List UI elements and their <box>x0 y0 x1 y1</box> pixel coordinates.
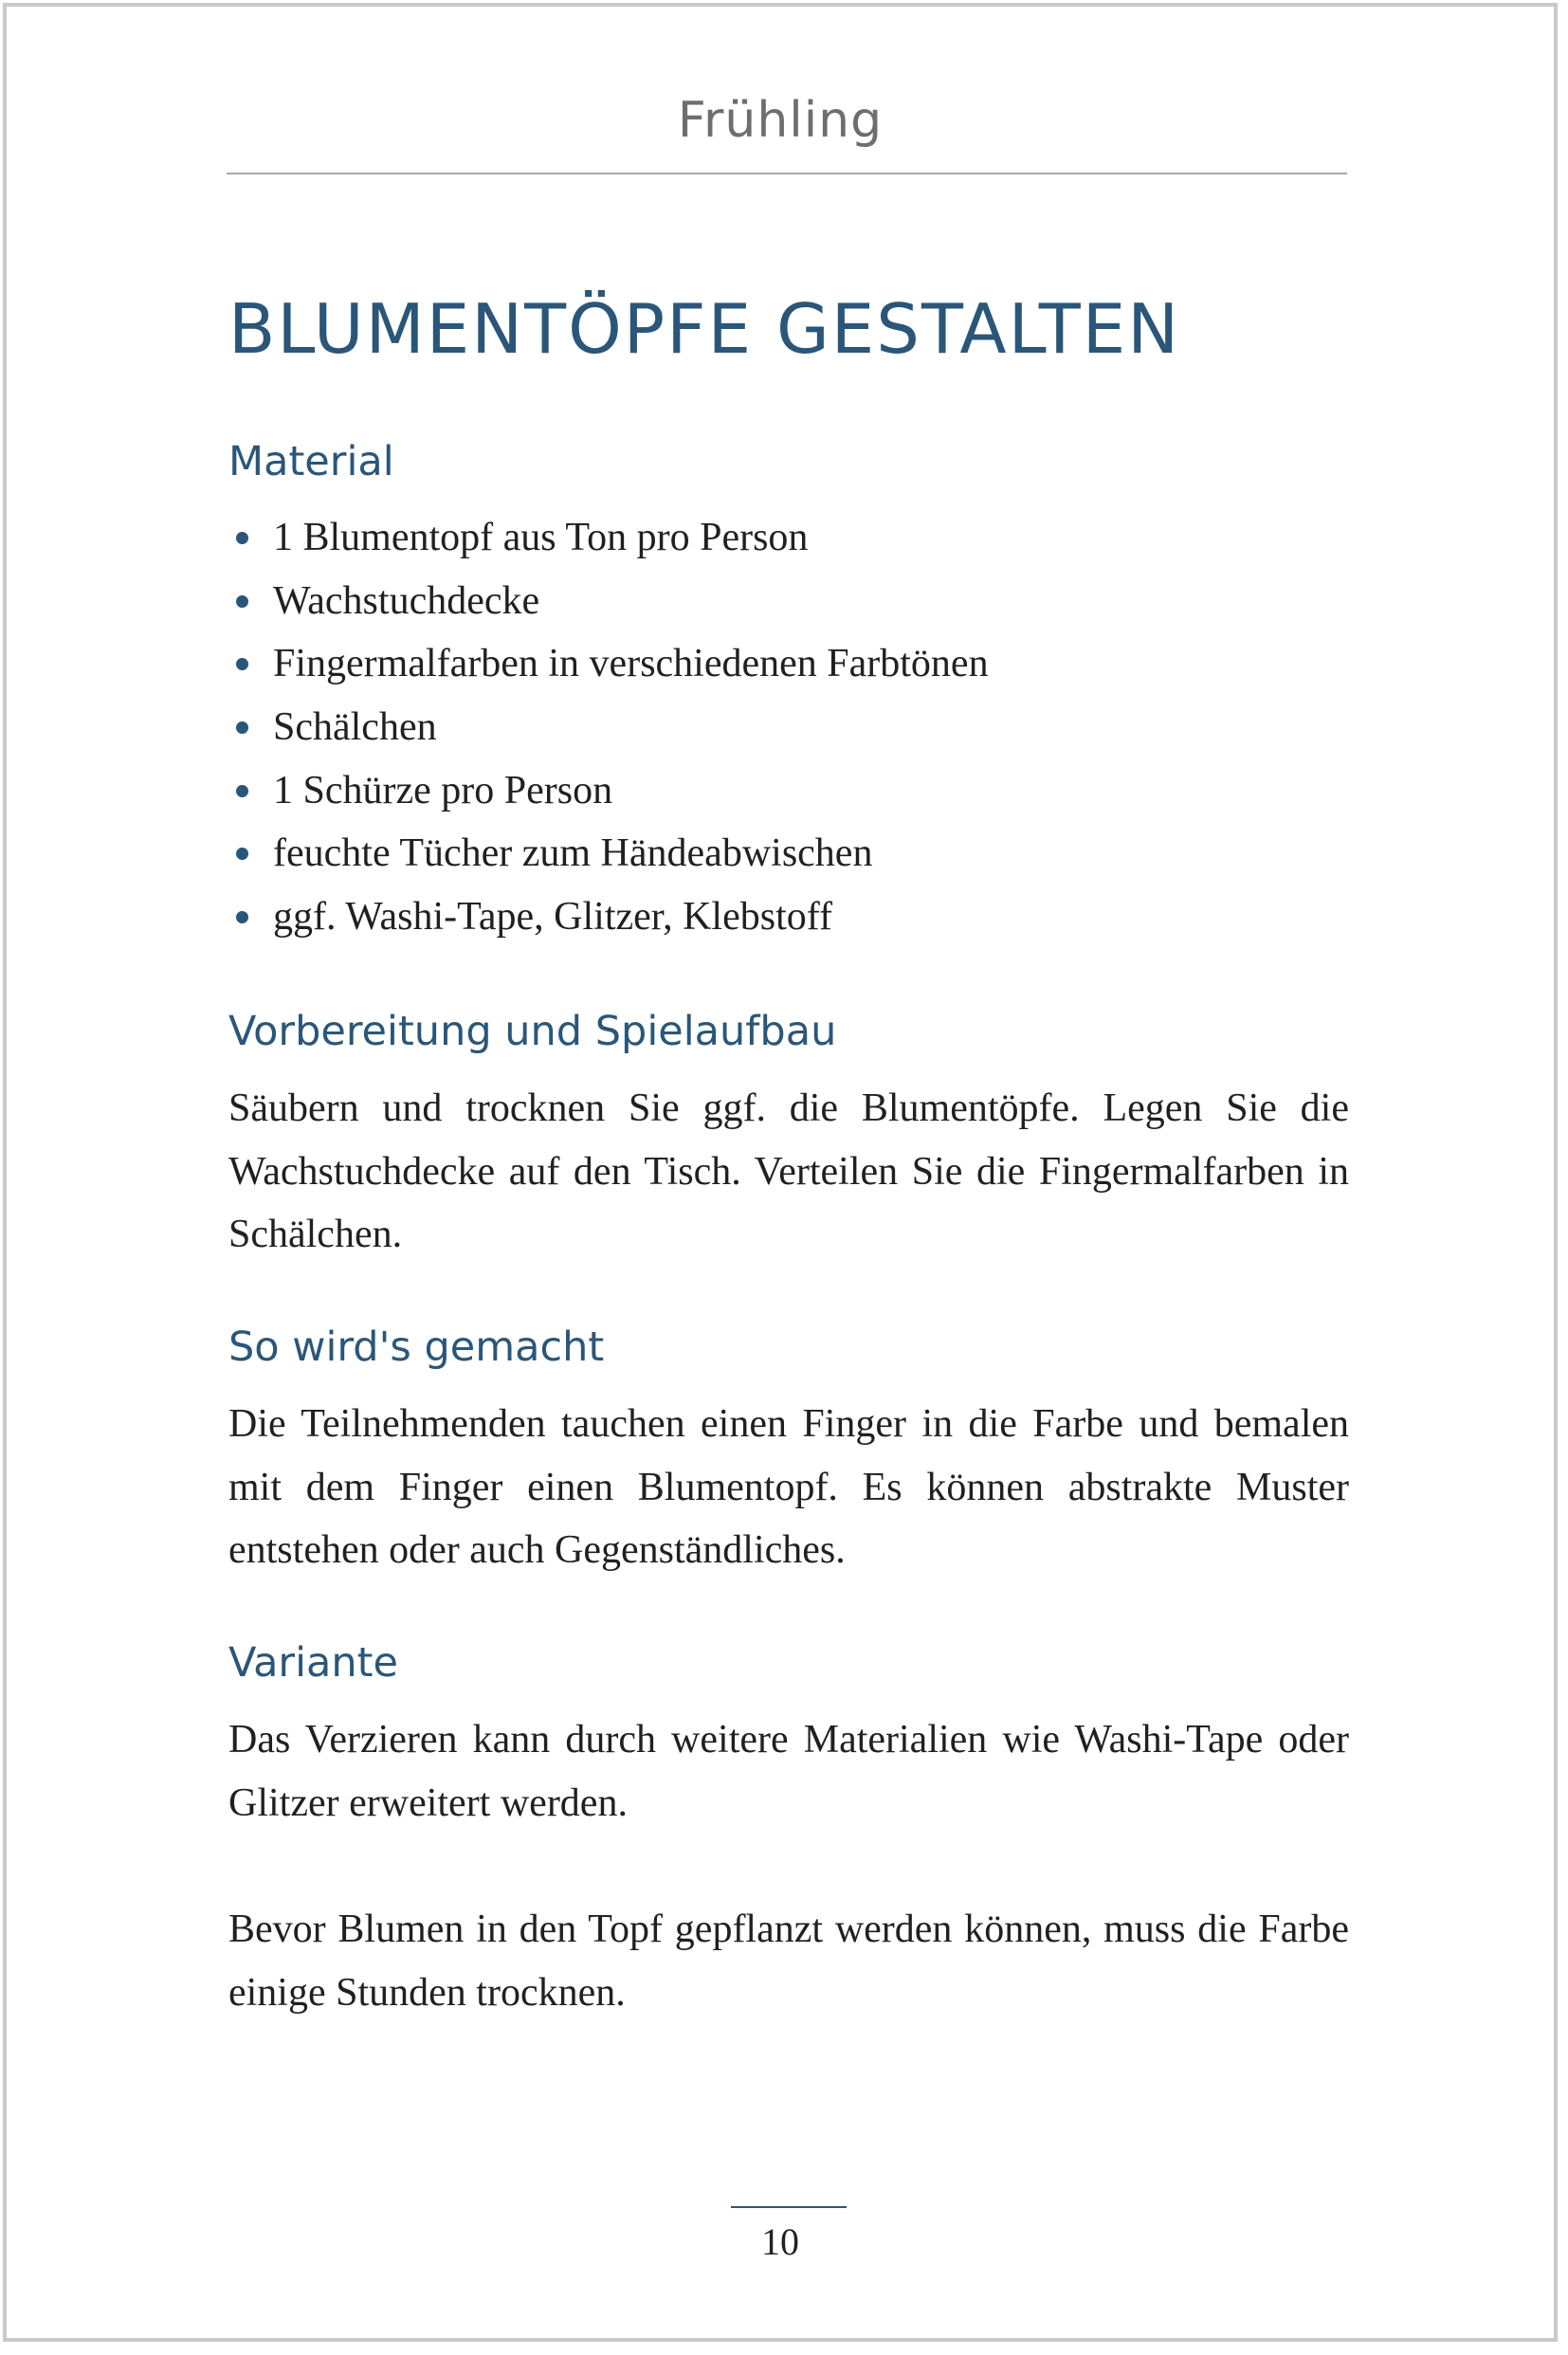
preparation-heading: Vorbereitung und Spielaufbau <box>228 1008 837 1055</box>
list-item-text: 1 Blumentopf aus Ton pro Person <box>273 516 809 559</box>
bullet-icon <box>236 595 248 608</box>
list-item-text: 1 Schürze pro Person <box>273 768 613 812</box>
bullet-icon <box>236 532 248 544</box>
list-item <box>228 506 1349 570</box>
list-item <box>228 570 1349 633</box>
running-head: Frühling <box>677 92 884 149</box>
list-item <box>228 885 1349 949</box>
list-item-text: feuchte Tücher zum Händeabwischen <box>273 831 873 876</box>
header-divider <box>227 173 1347 174</box>
howto-text: Die Teilnehmenden tauchen einen Finger in die Farbe und bemalen mit dem Finger einen Blumentopf. Es können abstrakte Muster entstehen oder auch Gegenständliches. <box>228 1402 1349 1573</box>
variant-heading: Variante <box>228 1639 398 1687</box>
list-item <box>228 696 1349 759</box>
list-item-text: ggf. Washi-Tape, Glitzer, Klebstoff <box>273 895 832 940</box>
drying-note: Bevor Blumen in den Topf gepflanzt werden können, muss die Farbe einige Stunden trocknen. <box>228 1908 1349 2015</box>
page-number: 10 <box>761 2220 799 2263</box>
bullet-icon <box>236 848 248 860</box>
footer-divider <box>731 2206 847 2208</box>
list-item <box>228 759 1349 823</box>
list-item <box>228 822 1349 885</box>
list-item-text: Wachstuchdecke <box>273 578 540 623</box>
howto-heading: So wird's gemacht <box>228 1324 605 1371</box>
material-list <box>228 506 1349 949</box>
list-item <box>228 632 1349 696</box>
bullet-icon <box>236 785 248 797</box>
material-heading: Material <box>228 438 394 485</box>
list-item-text: Schälchen <box>273 705 437 750</box>
book-page <box>3 3 1558 2342</box>
list-item-text: Fingermalfarben in verschiedenen Farbtönen <box>273 642 989 686</box>
variant-text: Das Verzieren kann durch weitere Materialien wie Washi-Tape oder Glitzer erweitert werden. <box>228 1718 1349 1825</box>
bullet-icon <box>236 658 248 670</box>
bullet-icon <box>236 721 248 734</box>
bullet-icon <box>236 911 248 923</box>
preparation-text: Säubern und trocknen Sie ggf. die Blumentöpfe. Legen Sie die Wachstuchdecke auf den Tisch. Verteilen Sie die Fingermalfarben in Schälchen. <box>228 1086 1349 1257</box>
page-title: BLUMENTÖPFE GESTALTEN <box>228 289 1181 369</box>
